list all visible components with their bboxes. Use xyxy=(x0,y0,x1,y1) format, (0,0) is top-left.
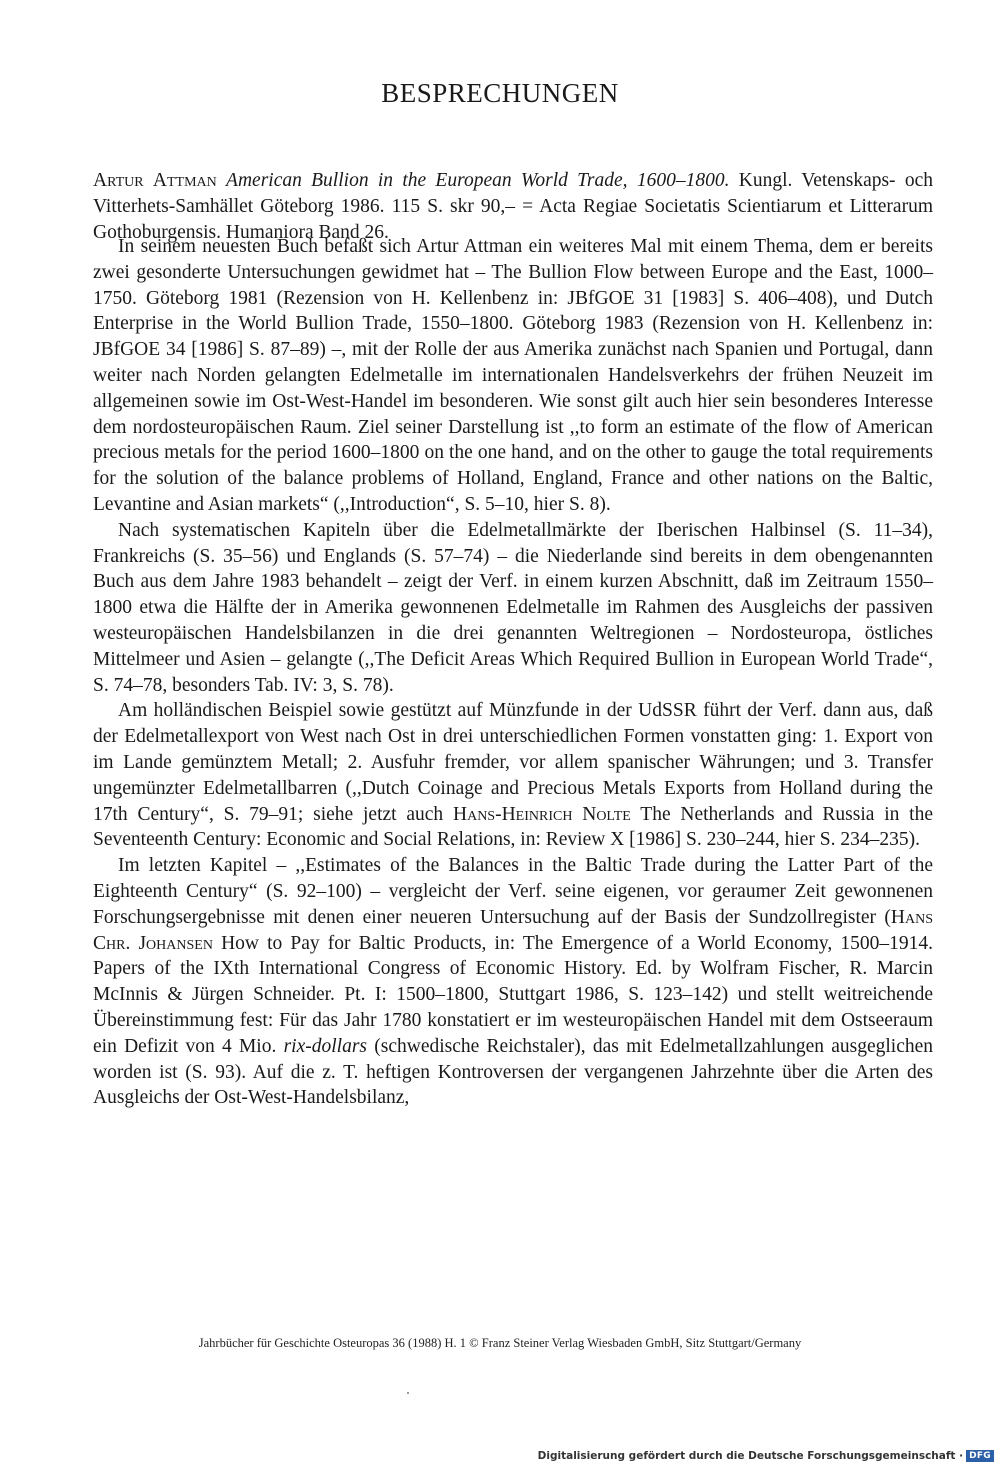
book-title: American Bullion in the European World Trade, 1600–1800. xyxy=(226,170,730,191)
paragraph-2: Nach systematischen Kapiteln über die Edelmetallmärkte der Iberischen Halbinsel (S. 11–34), Frankreichs (S. 35–56) und Englands (S. 57–74) – die Niederlande sind bereits in dem obengenannten Buch aus dem Jahre 1983 behandelt – zeigt der Verf. in einem kurzen Abschnitt, daß im Zeitraum 1550–1800 etwa die Hälfte der in Amerika gewonnenen Edelmetalle im Rahmen des Ausgleichs der passiven westeuropäischen Handelsbilanzen in die drei genannten Weltregionen – Nordosteuropa, östliches Mittelmeer und Asien – gelangte (,,The Deficit Areas Which Required Bullion in European World Trade“, S. 74–78, besonders Tab. IV: 3, S. 78). xyxy=(93,519,933,696)
book-details: Kungl. Vetenskaps- och Vitterhets-Samhället Göteborg 1986. 115 S. skr 90,– = Acta Regiae Societatis Scientiarum et Litterarum Gothoburgensis. Humaniora Band 26. xyxy=(93,170,934,243)
paragraph-4-text-a: Im letzten Kapitel – ,,Estimates of the Balances in the Baltic Trade during the Latter Part of the Eighteenth Century“ (S. 92–100) – vergleicht der Verf. seine eigenen, vor geraumer Zeit gewonnenen Forschungsergebnisse mit denen einer neueren Untersuchung auf der Basis der Sundzollregister ( xyxy=(93,855,933,928)
paragraph-4-text-c: (schwedische Reichstaler), das mit Edelmetallzahlungen ausgeglichen worden ist (S. 93). Auf die z. T. heftigen Kontroversen der vergangenen Jahrzehnte über die Arten des Ausgleichs der Ost-West-Handelsbilanz, xyxy=(93,1035,934,1109)
dfg-credit-text: Digitalisierung gefördert durch die Deutsche Forschungsgemeinschaft · xyxy=(537,1450,964,1462)
journal-footer: Jahrbücher für Geschichte Osteuropas 36 (1988) H. 1 © Franz Steiner Verlag Wiesbaden GmbH, Sitz Stuttgart/Germany xyxy=(198,1336,802,1350)
scan-dot-mark xyxy=(407,1392,409,1394)
cited-author-johansen: Hans Chr. Johansen xyxy=(93,906,933,954)
review-body xyxy=(93,234,933,1111)
paragraph-4-text-b: How to Pay for Baltic Products, in: The Emergence of a World Economy, 1500–1914. Papers of the IXth International Congress of Economic History. Ed. by Wolfram Fischer, R. Marcin McInnis & Jürgen Schneider. Pt. I: 1500–1800, Stuttgart 1986, S. 123–142) und stellt weitreichende Übereinstimmung fest: Für das Jahr 1780 konstatiert er im westeuropäischen Handel mit dem Ostseeraum ein Defizit von 4 Mio. xyxy=(93,932,934,1057)
author-first-name: Artur xyxy=(93,170,144,191)
paragraph-3-text-b: The Netherlands and Russia in the Seventeenth Century: Economic and Social Relations, in: Review X [1986] S. 230–244, hier S. 234–235). xyxy=(93,803,933,851)
paragraph-4 xyxy=(93,853,933,1111)
page-title: BESPRECHUNGEN xyxy=(381,78,619,108)
paragraph-4-italic-term: rix-dollars xyxy=(283,1035,368,1057)
dfg-logo-icon: DFG xyxy=(966,1450,994,1462)
paragraph-3-text-a: Am holländischen Beispiel sowie gestützt auf Münzfunde in der UdSSR führt der Verf. dann aus, daß der Edelmetallexport von West nach Ost in drei unterschiedlichen Formen vonstatten ging: 1. Export von im Lande gemünztem Metall; 2. Ausfuhr fremder, vor allem spanischer Währungen; und 3. Transfer ungemünzter Edelmetallbarren (,,Dutch Coinage and Precious Metals Exports from Holland during the 17th Century“, S. 79–91; siehe jetzt auch xyxy=(93,700,933,825)
author-last-name: Attman xyxy=(152,170,217,191)
paragraph-1: In seinem neuesten Buch befaßt sich Artur Attman ein weiteres Mal mit einem Thema, dem er bereits zwei gesonderte Untersuchungen gewidmet hat – The Bullion Flow between Europe and the East, 1000–1750. Göteborg 1981 (Rezension von H. Kellenbenz in: JBfGOE 31 [1983] S. 406–408), und Dutch Enterprise in the World Bullion Trade, 1550–1800. Göteborg 1983 (Rezension von H. Kellenbenz in: JBfGOE 34 [1986] S. 87–89) –, mit der Rolle der aus Amerika zunächst nach Spanien und Portugal, dann weiter nach Norden gelangten Edelmetalle im internationalen Handelsverkehrs der frühen Neuzeit im allgemeinen sowie im Ost-West-Handel im besonderen. Wie sonst gilt auch hier sein besonderes Interesse dem nordosteuropäischen Raum. Ziel seiner Darstellung ist ,,to form an estimate of the flow of American precious metals for the period 1600–1800 on the one hand, and on the other to gauge the total requirements for the solution of the balance problems of Holland, England, France and other nations on the Baltic, Levantine and Asian markets“ (,,Introduction“, S. 5–10, hier S. 8). xyxy=(93,236,933,515)
paragraph-3 xyxy=(93,698,933,853)
cited-author-nolte: Hans-Heinrich Nolte xyxy=(453,803,631,825)
dfg-credit xyxy=(538,1450,994,1462)
